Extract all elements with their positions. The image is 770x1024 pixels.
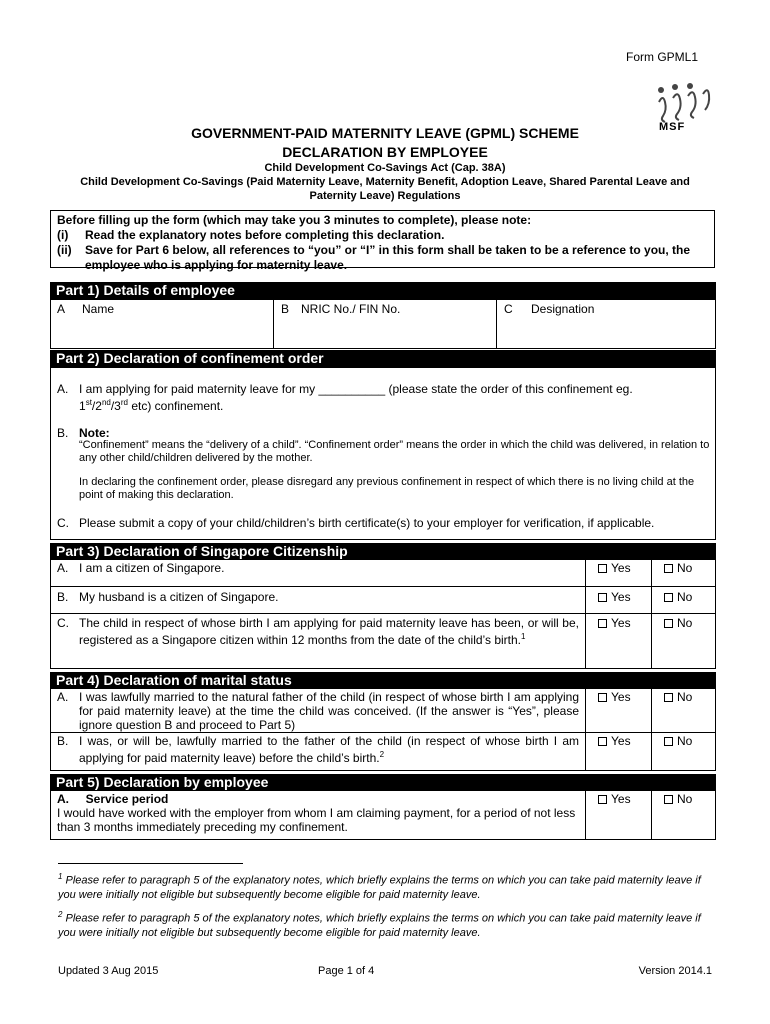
no-label: No <box>677 792 693 806</box>
footnote-1: $^1$ Please refer to paragraph 5 of the explanatory notes, which briefly explains the terms on which you can take paid maternity leave if you were initially not eligible but subsequently become eligible for paid maternity leave. <box>58 872 701 901</box>
instructions-box <box>50 210 715 272</box>
yes-label: Yes <box>611 734 631 748</box>
yes-label: Yes <box>611 792 631 806</box>
part4-heading: Part 4) Declaration of marital status <box>50 672 716 689</box>
yes-cell <box>585 688 652 733</box>
footnote-ref: 1 <box>521 632 526 641</box>
part1-heading: Part 1) Details of employee <box>50 282 716 299</box>
yes-label: Yes <box>611 616 631 630</box>
part5-heading: Part 5) Declaration by employee <box>50 774 716 791</box>
no-checkbox[interactable] <box>664 619 673 628</box>
yes-checkbox[interactable] <box>598 795 607 804</box>
field-key: B <box>281 302 290 316</box>
yes-cell <box>585 586 652 614</box>
item-key: B. <box>57 734 69 748</box>
regulations-reference: Child Development Co-Savings (Paid Maternity Leave, Maternity Benefit, Adoption Leave, Shared Parental Leave and Paternity Leave) Regulations <box>80 176 690 202</box>
no-checkbox[interactable] <box>664 564 673 573</box>
page-number: Page 1 of 4 <box>318 965 375 977</box>
yes-checkbox[interactable] <box>598 619 607 628</box>
item-key: A. <box>57 690 69 704</box>
field-key: C <box>504 302 513 316</box>
item-key: C. <box>57 616 69 630</box>
yes-checkbox[interactable] <box>598 564 607 573</box>
field-key: A <box>57 302 66 316</box>
no-cell <box>651 613 716 669</box>
ordinal-2: /2 <box>91 399 102 413</box>
confinement-end: etc) confinement. <box>127 399 224 413</box>
no-cell <box>651 586 716 614</box>
name-field[interactable] <box>50 299 274 349</box>
child-citizen-text: The child in respect of whose birth I am applying for paid maternity leave has been, or will be, registered as a Singapore citizen within 12 months from the date of the child’s birth.$^1$ <box>79 616 579 647</box>
item-key: B. <box>57 426 69 440</box>
ordinal-sup: st <box>85 398 92 407</box>
designation-field[interactable] <box>496 299 716 349</box>
birth-certificate-note: Please submit a copy of your child/children’s birth certificate(s) to your employer for verification, if applicable. <box>79 516 655 530</box>
item-key: A. <box>57 561 69 575</box>
yes-checkbox[interactable] <box>598 693 607 702</box>
confinement-order-question <box>79 382 709 413</box>
name-label: Name <box>82 302 115 316</box>
no-checkbox[interactable] <box>664 737 673 746</box>
service-period-question <box>50 790 586 840</box>
no-label: No <box>677 590 693 604</box>
footnote-num: 2 <box>58 910 63 919</box>
footnote-2: $^2$ Please refer to paragraph 5 of the explanatory notes, which briefly explains the terms on which you can take paid maternity leave if you were initially not eligible but subsequently become eligible for paid maternity leave. <box>58 910 701 939</box>
married-at-conception-question <box>50 688 586 733</box>
designation-label: Designation <box>531 302 595 316</box>
married-before-birth-question <box>50 732 586 771</box>
logo-text: MSF <box>659 121 686 133</box>
citizen-question <box>50 559 586 587</box>
yes-checkbox[interactable] <box>598 737 607 746</box>
version: Version 2014.1 <box>638 965 712 977</box>
no-checkbox[interactable] <box>664 795 673 804</box>
form-subtitle: DECLARATION BY EMPLOYEE <box>282 144 488 160</box>
updated-date: Updated 3 Aug 2015 <box>58 965 159 977</box>
note-key: (ii) <box>57 243 72 257</box>
part3-heading: Part 3) Declaration of Singapore Citizenship <box>50 543 716 560</box>
footnote-ref: 2 <box>379 750 385 759</box>
ordinal-3: /3 <box>110 399 121 413</box>
yes-cell <box>585 613 652 669</box>
nric-label: NRIC No./ FIN No. <box>301 302 401 316</box>
ordinal-sup: nd <box>101 398 111 407</box>
instructions-intro: Before filling up the form (which may take you 3 minutes to complete), please note: <box>57 213 532 227</box>
footnote-num: 1 <box>58 872 63 881</box>
confinement-disregard-note: In declaring the confinement order, please disregard any previous confinement in respect of which there is no living child at the point of making this declaration. <box>79 476 695 501</box>
yes-cell <box>585 790 652 840</box>
note-key: (i) <box>57 228 69 242</box>
form-title: GOVERNMENT-PAID MATERNITY LEAVE (GPML) SCHEME <box>191 125 579 141</box>
no-label: No <box>677 561 693 575</box>
item-key: A. <box>57 382 69 396</box>
no-label: No <box>677 616 693 630</box>
nric-field[interactable] <box>273 299 497 349</box>
husband-citizen-text: My husband is a citizen of Singapore. <box>79 590 279 604</box>
footnote-divider <box>58 863 243 864</box>
no-checkbox[interactable] <box>664 693 673 702</box>
yes-label: Yes <box>611 561 631 575</box>
yes-checkbox[interactable] <box>598 593 607 602</box>
no-checkbox[interactable] <box>664 593 673 602</box>
yes-cell <box>585 559 652 587</box>
no-cell <box>651 790 716 840</box>
part2-section <box>50 367 716 540</box>
service-period-text: I would have worked with the employer from whom I am claiming payment, for a period of not less than 3 months immediately preceding my confinement. <box>57 806 576 834</box>
no-label: No <box>677 734 693 748</box>
ordinal-sup: rd <box>120 398 128 407</box>
ordinal-1: 1 <box>79 399 86 413</box>
confinement-definition: “Confinement” means the “delivery of a child”. “Confinement order” means the order in which the child was delivered, in relation to any other child/children delivered by the mother. <box>79 439 710 464</box>
yes-cell <box>585 732 652 771</box>
married-before-birth-text: I was, or will be, lawfully married to the father of the child (in respect of whose birth I am applying for paid maternity leave) before the child’s birth.$^2$ <box>79 734 579 765</box>
item-key: C. <box>57 516 69 530</box>
part2-heading: Part 2) Declaration of confinement order <box>50 350 716 367</box>
no-cell <box>651 688 716 733</box>
confinement-text: I am applying for paid maternity leave for my __________ (please state the order of this confinement eg. <box>79 382 633 396</box>
yes-label: Yes <box>611 590 631 604</box>
form-id: Form GPML1 <box>625 50 698 64</box>
citizen-text: I am a citizen of Singapore. <box>79 561 225 575</box>
child-citizen-question <box>50 613 586 669</box>
yes-label: Yes <box>611 690 631 704</box>
no-cell <box>651 559 716 587</box>
no-cell <box>651 732 716 771</box>
married-at-conception-text: I was lawfully married to the natural father of the child (in respect of whose birth I am applying for paid maternity leave) at the time the child was conceived. (If the answer is “Yes”, please ignore question B and proceed to Part 5) <box>79 690 579 732</box>
no-label: No <box>677 690 693 704</box>
note-i: Read the explanatory notes before completing this declaration. <box>85 228 445 242</box>
item-key: B. <box>57 590 69 604</box>
service-period-title: A. Service period <box>57 792 169 806</box>
husband-citizen-question <box>50 586 586 614</box>
note-ii: Save for Part 6 below, all references to “you” or “I” in this form shall be taken to be a reference to you, the employee who is applying for maternity leave. <box>85 243 691 272</box>
note-title: Note: <box>79 426 110 440</box>
act-reference: Child Development Co-Savings Act (Cap. 38A) <box>264 162 506 174</box>
